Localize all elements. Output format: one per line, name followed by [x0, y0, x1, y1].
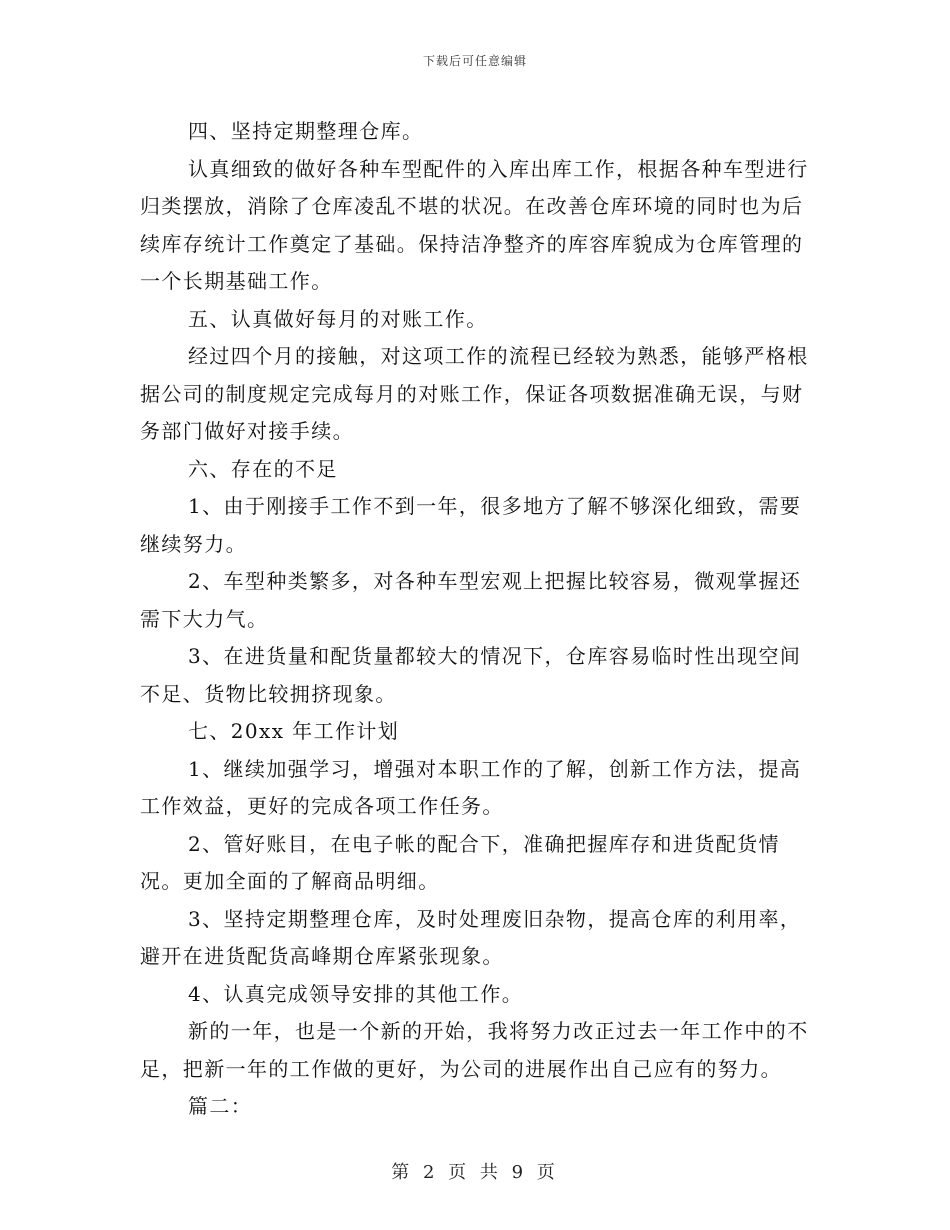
- body-paragraph: 认真细致的做好各种车型配件的入库出库工作，根据各种车型进行归类摆放，消除了仓库凌乱不堪的状况。在改善仓库环境的同时也为后续库存统计工作奠定了基础。保持洁净整齐的库容库貌成为仓库管理的一个长期基础工作。: [140, 156, 809, 293]
- page-number-footer: 第 2 页 共 9 页: [391, 1162, 559, 1183]
- next-section-label: 篇二：: [188, 1094, 253, 1118]
- section-heading-5: 五、认真做好每月的对账工作。: [188, 306, 488, 331]
- section-heading-4: 四、坚持定期整理仓库。: [188, 119, 424, 143]
- list-item: 2、管好账目，在电子帐的配合下，准确把握库存和进货配货情况。更加全面的了解商品明细。: [140, 831, 780, 893]
- list-item: 2、车型种类繁多，对各种车型宏观上把握比较容易，微观掌握还需下大力气。: [140, 569, 802, 631]
- section-heading-6: 六、存在的不足: [188, 456, 338, 481]
- list-item: 3、坚持定期整理仓库，及时处理废旧杂物，提高仓库的利用率，避开在进货配货高峰期仓库紧张现象。: [140, 906, 802, 968]
- list-item: 3、在进货量和配货量都较大的情况下，仓库容易临时性出现空间不足、货物比较拥挤现象。: [140, 644, 802, 706]
- list-item: 1、继续加强学习，增强对本职工作的了解，创新工作方法，提高工作效益，更好的完成各项工作任务。: [140, 756, 802, 818]
- document-body: [140, 113, 820, 1126]
- list-item: 1、由于刚接手工作不到一年，很多地方了解不够深化细致，需要继续努力。: [140, 494, 802, 556]
- list-item: 4、认真完成领导安排的其他工作。: [188, 981, 524, 1006]
- closing-paragraph: 新的一年，也是一个新的开始，我将努力改正过去一年工作中的不足，把新一年的工作做的更好，为公司的进展作出自己应有的努力。: [140, 1019, 809, 1081]
- body-paragraph: 经过四个月的接触，对这项工作的流程已经较为熟悉，能够严格根据公司的制度规定完成每月的对账工作，保证各项数据准确无误，与财务部门做好对接手续。: [140, 344, 809, 443]
- page-header: 下载后可任意编辑: [422, 54, 527, 68]
- section-heading-7: 七、20xx 年工作计划: [188, 719, 400, 743]
